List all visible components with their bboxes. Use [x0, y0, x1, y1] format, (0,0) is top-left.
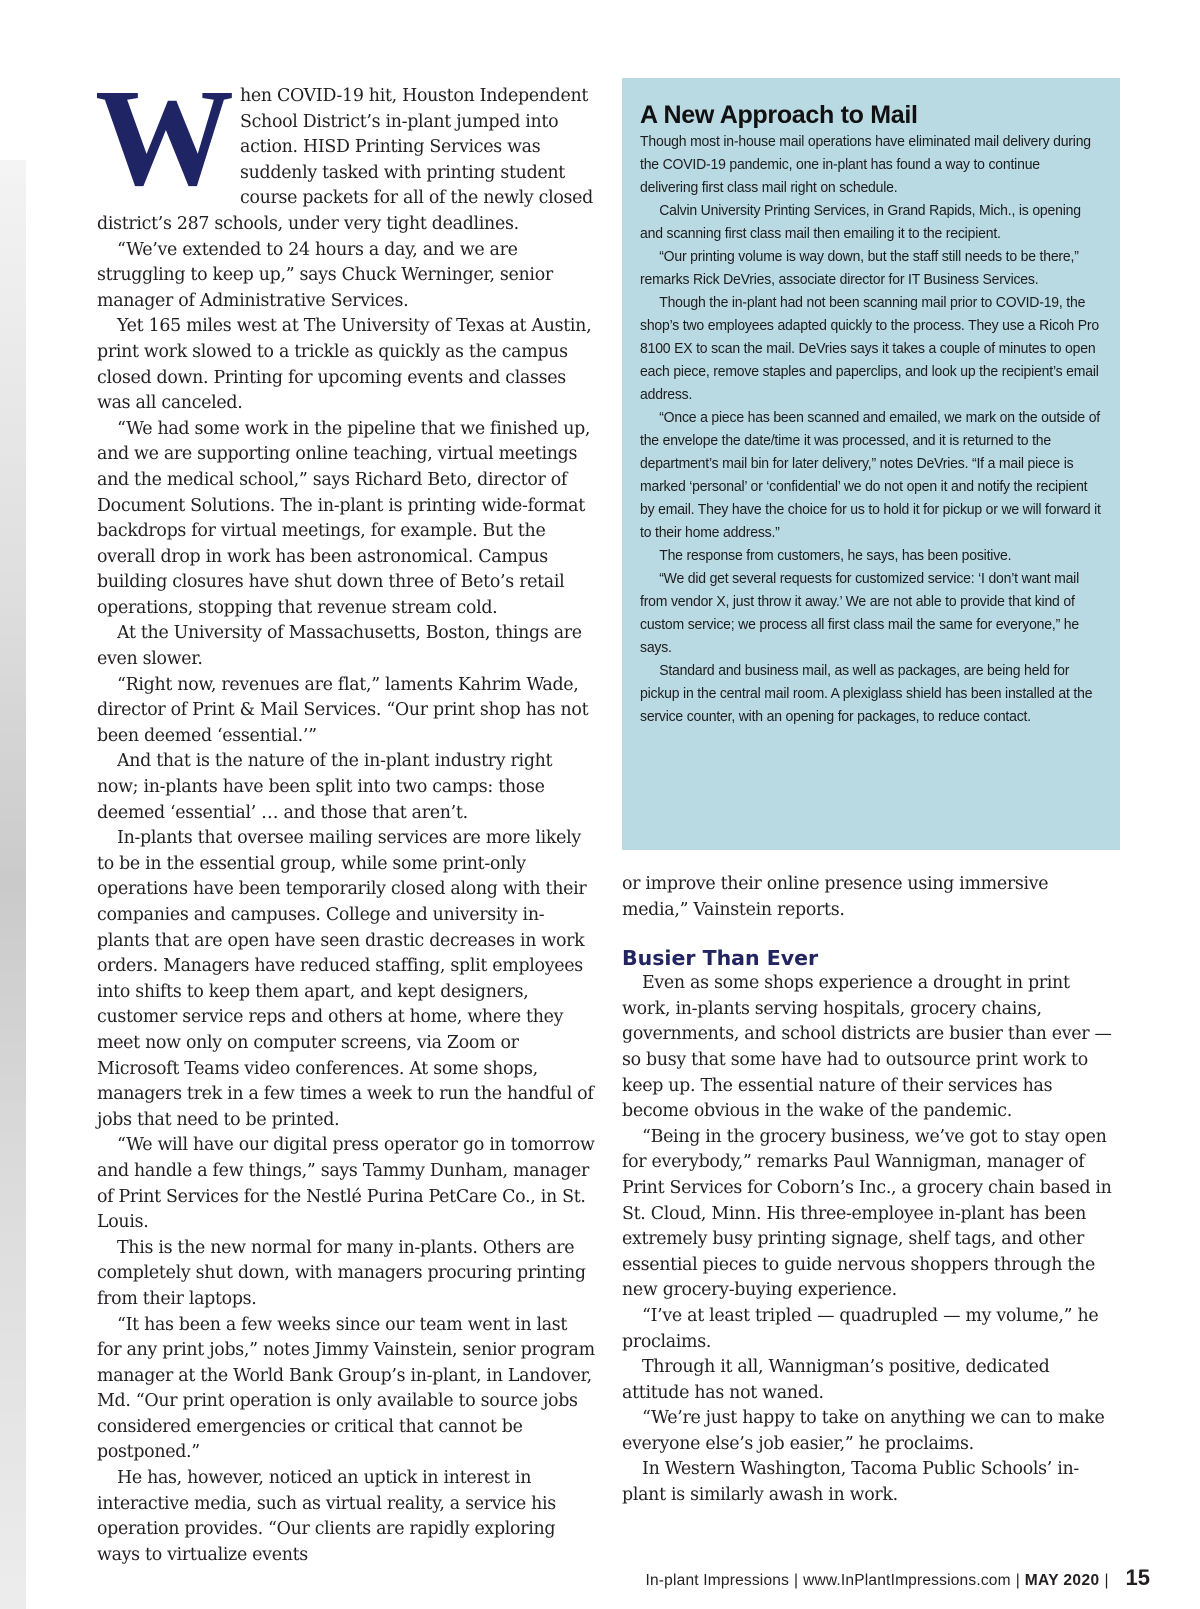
- article-paragraph: Through it all, Wannigman’s positive, dedicated attitude has not waned.: [622, 1357, 1050, 1403]
- sidebar-paragraph: Though the in-plant had not been scanning mail prior to COVID-19, the shop’s two employees adapted quickly to the process. They use a Ricoh Pro 8100 EX to scan the mail. DeVries says it takes a couple of minutes to open each piece, remove staples and paperclips, and look up the recipient’s email address.: [640, 295, 1099, 403]
- article-paragraph: In-plants that oversee mailing services are more likely to be in the essential group, while some print-only operations have been temporarily closed along with their companies and campuses. College and university in-plants that are open have seen drastic decreases in work orders. Managers have reduced staffing, split employees into shifts to keep them apart, and kept designers, customer service reps and others at home, where they meet now only on computer screens, via Zoom or Microsoft Teams video conferences. At some shops, managers trek in a few times a week to run the handful of jobs that need to be printed.: [97, 828, 594, 1130]
- article-paragraph: “Right now, revenues are flat,” laments Kahrim Wade, director of Print & Mail Services. “Our print shop has not been deemed ‘essential.’”: [97, 674, 589, 746]
- sidebar-title: A New Approach to Mail: [640, 101, 918, 129]
- article-paragraph: “We’ve extended to 24 hours a day, and we are struggling to keep up,” says Chuck Werninger, senior manager of Administrative Services.: [97, 239, 553, 311]
- sidebar-paragraph: “We did get several requests for customized service: ‘I don’t want mail from vendor X, just throw it away.’ We are not able to provide that kind of custom service; we process all first class mail the same for everyone,” he says.: [640, 571, 1080, 656]
- article-paragraph: “We had some work in the pipeline that we finished up, and we are supporting online teaching, virtual meetings and the medical school,” says Richard Beto, director of Document Solutions. The in-plant is printing wide-format backdrops for virtual meetings, for example. But the overall drop in work has been astronomical. Campus building closures have shut down three of Beto’s retail operations, stopping that revenue stream cold.: [97, 418, 591, 618]
- page-gutter-shadow: [0, 160, 26, 1609]
- article-paragraph: “Being in the grocery business, we’ve got to stay open for everybody,” remarks Paul Wannigman, manager of Print Services for Coborn’s Inc., a grocery chain based in St. Cloud, Minn. His three-employee in-plant has been extremely busy printing signage, shelf tags, and other essential pieces to guide nervous shoppers through the new grocery-buying experience.: [622, 1126, 1112, 1301]
- footer-separator: |: [1015, 1572, 1020, 1589]
- article-paragraph: Yet 165 miles west at The University of Texas at Austin, print work slowed to a trickle as quickly as the campus closed down. Printing for upcoming events and classes was all canceled.: [97, 316, 592, 414]
- section-heading: Busier Than Ever: [622, 946, 819, 971]
- sidebar-box: [622, 78, 1120, 850]
- article-paragraph: “We will have our digital press operator go in tomorrow and handle a few things,” says Tammy Dunham, manager of Print Services for the Nestlé Purina PetCare Co., in St. Louis.: [97, 1135, 595, 1233]
- article-paragraph: In Western Washington, Tacoma Public Schools’ in-plant is similarly awash in work.: [622, 1459, 1079, 1506]
- footer-website-link[interactable]: www.InPlantImpressions.com: [803, 1572, 1011, 1589]
- article-paragraph: And that is the nature of the in-plant industry right now; in-plants have been split into two camps: those deemed ‘essential’ … and those that aren’t.: [97, 751, 553, 823]
- sidebar-paragraph: Calvin University Printing Services, in Grand Rapids, Mich., is opening and scanning first class mail then emailing it to the recipient.: [640, 203, 1081, 242]
- article-paragraph: “I’ve at least tripled — quadrupled — my volume,” he proclaims.: [622, 1305, 1099, 1352]
- article-paragraph: This is the new normal for many in-plants. Others are completely shut down, with managers procuring printing from their laptops.: [97, 1237, 586, 1309]
- article-paragraph: “We’re just happy to take on anything we can to make everyone else’s job easier,” he proclaims.: [622, 1408, 1105, 1454]
- sidebar-paragraph: “Once a piece has been scanned and emailed, we mark on the outside of the envelope the date/time it was processed, and it is returned to the department’s mail bin for later delivery,” notes DeVries. “If a mail piece is marked ‘personal’ or ‘confidential’ we do not open it and notify the recipient by email. They have the choice for us to hold it for pickup or we will forward it to their home address.”: [640, 410, 1101, 541]
- article-paragraph: At the University of Massachusetts, Boston, things are even slower.: [97, 623, 582, 670]
- article-paragraph: When COVID-19 hit, Houston Independent School District’s in-plant jumped into action. HISD Printing Services was suddenly tasked with printing student course packets for all of the newly closed district’s 287 schools, under very tight deadlines.: [95, 61, 594, 234]
- right-column: [622, 872, 1117, 1509]
- sidebar-paragraph: Standard and business mail, as well as packages, are being held for pickup in the central mail room. A plexiglass shield has been installed at the service counter, with an opening for packages, to reduce contact.: [640, 663, 1093, 725]
- footer-issue: MAY 2020: [1024, 1572, 1100, 1589]
- left-column: [95, 61, 595, 1568]
- drop-cap: W: [95, 61, 232, 215]
- sidebar-paragraph: “Our printing volume is way down, but the staff still needs to be there,” remarks Rick DeVries, associate director for IT Business Services.: [640, 249, 1079, 288]
- sidebar-paragraph: Though most in-house mail operations have eliminated mail delivery during the COVID-19 pandemic, one in-plant has found a way to continue delivering first class mail right on schedule.: [640, 134, 1091, 196]
- article-paragraph: “It has been a few weeks since our team went in last for any print jobs,” notes Jimmy Vainstein, senior program manager at the World Bank Group’s in-plant, in Landover, Md. “Our print operation is only available to source jobs considered emergencies or critical that cannot be postponed.”: [97, 1314, 595, 1463]
- footer-publication: In-plant Impressions: [645, 1572, 790, 1589]
- article-paragraph: He has, however, noticed an uptick in interest in interactive media, such as virtual reality, a service his operation provides. “Our clients are rapidly exploring ways to virtualize events: [97, 1468, 556, 1565]
- footer-separator: |: [1104, 1572, 1109, 1589]
- sidebar-paragraph: The response from customers, he says, has been positive.: [659, 548, 1012, 564]
- article-paragraph: or improve their online presence using immersive media,” Vainstein reports.: [622, 874, 1049, 920]
- footer-separator: |: [794, 1572, 799, 1589]
- article-paragraph: Even as some shops experience a drought in print work, in-plants serving hospitals, grocery chains, governments, and school districts are busier than ever — so busy that some have had to outsource print work to keep up. The essential nature of their services has become obvious in the wake of the pandemic.: [622, 973, 1112, 1122]
- page-footer: [645, 1565, 1150, 1591]
- page-number: 15: [1125, 1565, 1150, 1590]
